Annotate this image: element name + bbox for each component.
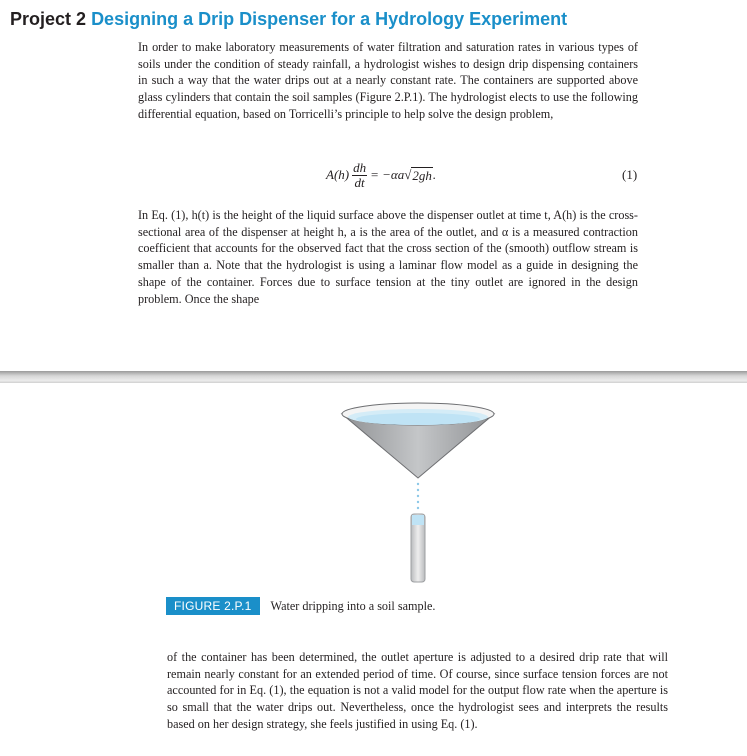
equation-end: . [432,167,437,182]
funnel-icon [342,403,494,478]
project-title: Designing a Drip Dispenser for a Hydrology Experiment [91,9,568,29]
project-heading [10,9,567,30]
page-break-divider [0,371,747,383]
sqrt-icon: √ [404,167,412,182]
figure-caption-text: Water dripping into a soil sample. [270,598,436,613]
equation-sqrt-arg: 2gh [412,167,432,183]
paragraph-intro: In order to make laboratory measurements of water filtration and saturation rates in various types of soils under the condition of steady rainfall, a hydrologist wishes to design drip dispensing containers in such a way that the water drips out at a nearly constant rate. The containers are supported above glass cylinders that contain the soil samples (Figure 2.P.1). The hydrologist elects to use the following differential equation, based on Torricelli’s principle to help solve the design problem, [138,40,638,121]
equation-lhs: A(h) [326,167,350,182]
figure-label: FIGURE 2.P.1 [166,597,260,615]
figure-caption [166,597,435,615]
paragraph-continuation: of the container has been determined, the outlet aperture is adjusted to a desired drip rate that will remain nearly constant for an extended period of time. Of course, since surface tension forces are not accounted for in Eq. (1), the equation is not a valid model for the output flow rate when the aperture is so small that the water drips out. Nevertheless, once the hydrologist sees and interprets the results based on her design strategy, she feels justified in using Eq. (1). [167,650,668,731]
equation-numerator: dh [353,159,367,175]
equation-rhs-prefix: = −αa [370,167,405,182]
paragraph-explanation: In Eq. (1), h(t) is the height of the liquid surface above the dispenser outlet at time t, A(h) is the cross-sectional area of the dispenser at height h, a is the area of the outlet, and α is a measured contraction coefficient that accounts for the observed fact that the cross section of the (smooth) outflow stream is smaller than a. Note that the hydrologist is using a laminar flow model as a guide in designing the shape of the container. Forces due to surface tension at the tiny outlet are ignored in the design problem. Once the shape [138,208,638,306]
equation-number: (1) [622,167,638,182]
equation-denominator: dt [354,174,365,190]
equation-torricelli [326,157,436,193]
drip-dispenser-illustration [320,398,520,588]
equation-fraction [352,161,367,190]
water-drops-icon [417,483,419,509]
soil-cylinder-icon [411,514,425,582]
project-label: Project 2 [10,9,87,29]
